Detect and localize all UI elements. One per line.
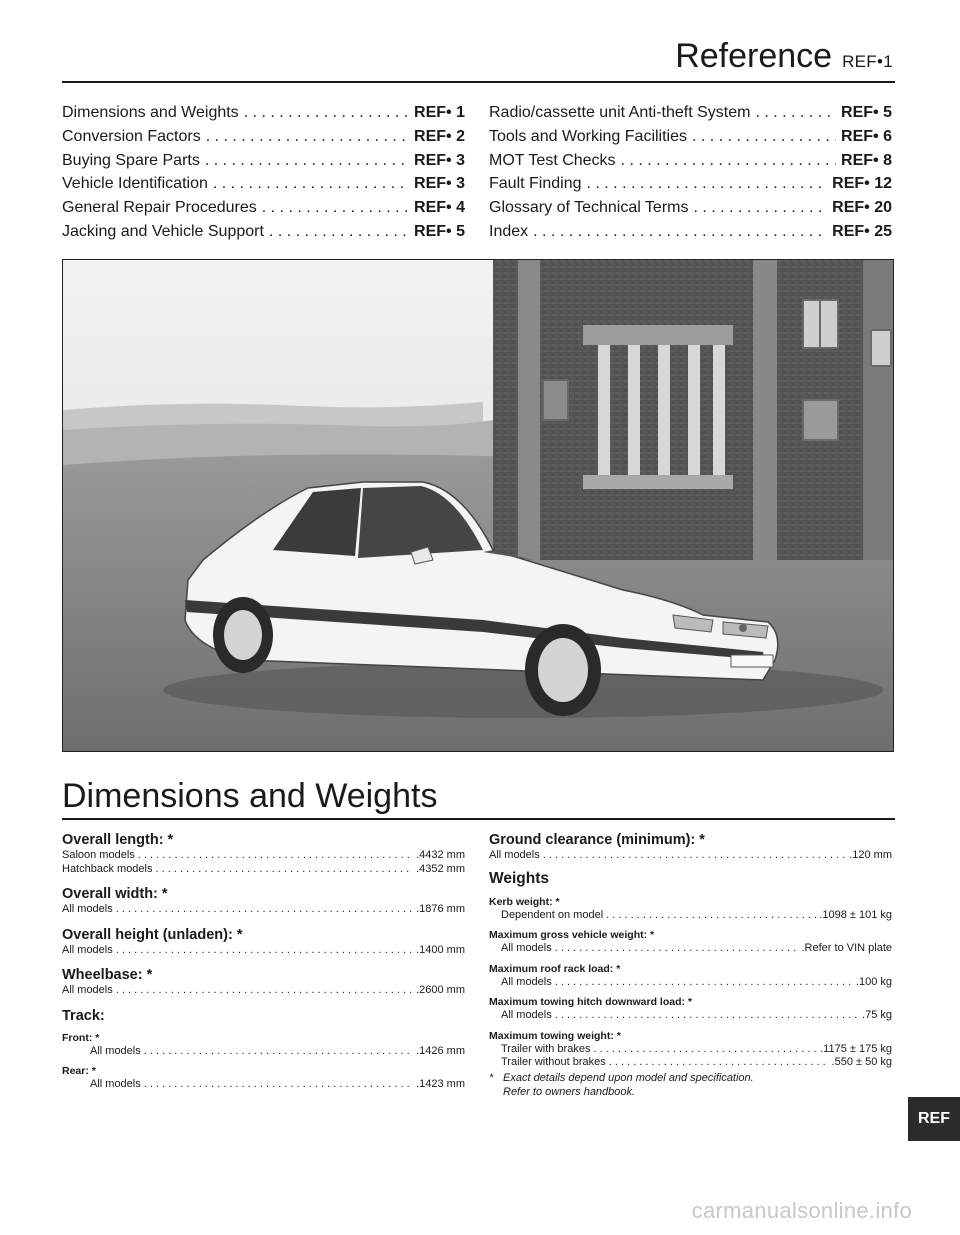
spec-subheading: Maximum gross vehicle weight: * bbox=[489, 929, 655, 941]
spec-value: .120 mm bbox=[849, 849, 892, 861]
ref-side-tab: REF bbox=[908, 1097, 960, 1141]
toc-entry-page: REF• 6 bbox=[841, 127, 892, 145]
footnote-marker: * bbox=[489, 1071, 494, 1084]
spec-leader bbox=[116, 944, 413, 958]
toc-leader bbox=[206, 128, 409, 146]
spec-label: All models bbox=[62, 984, 113, 996]
spec-label: Trailer without brakes bbox=[501, 1056, 606, 1068]
spec-row bbox=[489, 1056, 892, 1070]
spec-row bbox=[489, 942, 892, 956]
spec-value: .1098 ± 101 kg bbox=[819, 908, 892, 921]
spec-leader bbox=[116, 984, 413, 998]
header-title: Reference bbox=[675, 37, 833, 75]
spec-heading: Overall height (unladen): * bbox=[62, 926, 243, 943]
spec-label: All models bbox=[489, 849, 540, 861]
spec-heading: Overall width: * bbox=[62, 886, 168, 902]
spec-value: .4432 mm bbox=[416, 849, 465, 861]
spec-subheading: Maximum towing weight: * bbox=[489, 1029, 621, 1042]
specs-left-column bbox=[62, 831, 465, 1101]
toc-right-column bbox=[489, 104, 892, 247]
spec-row bbox=[62, 944, 465, 958]
spec-row bbox=[62, 863, 465, 877]
toc-entry-title: MOT Test Checks bbox=[489, 151, 616, 169]
toc-leader bbox=[205, 152, 409, 170]
toc-entry-title: Buying Spare Parts bbox=[62, 151, 200, 169]
spec-row bbox=[62, 849, 465, 863]
spec-label: Dependent on model bbox=[501, 908, 604, 921]
spec-value: .2600 mm bbox=[416, 984, 465, 996]
toc-leader bbox=[533, 223, 827, 241]
header-page-ref: REF•1 bbox=[842, 52, 893, 71]
section-title: Dimensions and Weights bbox=[62, 777, 438, 815]
spec-label: Trailer with brakes bbox=[501, 1042, 591, 1055]
spec-label: Hatchback models bbox=[62, 862, 153, 875]
watermark: carmanualsonline.info bbox=[691, 1198, 912, 1223]
toc-entry-page: REF• 3 bbox=[414, 151, 465, 169]
spec-leader bbox=[116, 903, 413, 917]
spec-row bbox=[489, 849, 892, 863]
footnote-line: Exact details depend upon model and specification. bbox=[503, 1071, 754, 1084]
toc-entry-title: Conversion Factors bbox=[62, 127, 201, 145]
spec-value: .Refer to VIN plate bbox=[801, 942, 892, 954]
toc-entry[interactable] bbox=[489, 199, 892, 223]
spec-leader bbox=[609, 1056, 829, 1070]
spec-value: .1426 mm bbox=[416, 1044, 465, 1057]
toc-entry-title: Glossary of Technical Terms bbox=[489, 199, 689, 217]
car-photo-illustration bbox=[63, 260, 894, 752]
spec-leader bbox=[555, 1009, 859, 1023]
toc-entry-title: Radio/cassette unit Anti-theft System bbox=[489, 104, 751, 121]
spec-subheading: Maximum towing hitch downward load: * bbox=[489, 996, 693, 1008]
toc-entry-page: REF• 3 bbox=[414, 175, 465, 193]
spec-leader bbox=[144, 1045, 413, 1059]
spec-label: All models bbox=[501, 1009, 552, 1021]
section-rule bbox=[62, 818, 895, 820]
toc-entry[interactable] bbox=[489, 152, 892, 176]
spec-subheading: Kerb weight: * bbox=[489, 895, 560, 908]
toc-entry-page: REF• 4 bbox=[414, 199, 465, 217]
toc-leader bbox=[755, 104, 836, 122]
footnote-line: Refer to owners handbook. bbox=[503, 1085, 636, 1098]
spec-subheading: Front: * bbox=[62, 1031, 100, 1044]
spec-value: .1423 mm bbox=[416, 1078, 465, 1090]
spec-row bbox=[489, 976, 892, 990]
toc-entry-title: Index bbox=[489, 222, 529, 240]
spec-value: .100 kg bbox=[855, 975, 892, 988]
toc-entry[interactable] bbox=[62, 175, 465, 199]
toc-entry[interactable] bbox=[62, 104, 465, 128]
spec-ground-clearance bbox=[489, 831, 892, 863]
spec-leader bbox=[543, 849, 846, 863]
toc-entry-title: Fault Finding bbox=[489, 175, 582, 193]
spec-value: .4352 mm bbox=[416, 862, 465, 875]
toc-entry[interactable] bbox=[62, 199, 465, 223]
toc-entry[interactable] bbox=[489, 128, 892, 152]
spec-value: .550 ± 50 kg bbox=[831, 1056, 892, 1068]
toc-entry-title: Dimensions and Weights bbox=[62, 104, 239, 121]
specs-right-column bbox=[489, 831, 892, 1099]
toc-entry-title: Vehicle Identification bbox=[62, 175, 208, 193]
spec-leader bbox=[555, 942, 799, 956]
spec-track bbox=[62, 1007, 465, 1092]
spec-row bbox=[489, 909, 892, 923]
toc-entry[interactable] bbox=[489, 104, 892, 128]
toc-entry[interactable] bbox=[62, 152, 465, 176]
toc-entry-title: Tools and Working Facilities bbox=[489, 127, 688, 145]
toc-entry-page: REF• 1 bbox=[414, 104, 465, 121]
toc-leader bbox=[262, 199, 409, 217]
footnote-text bbox=[503, 1071, 754, 1099]
toc-entry-page: REF• 5 bbox=[414, 222, 465, 240]
toc-entry-page: REF• 12 bbox=[832, 175, 892, 193]
toc-entry[interactable] bbox=[62, 128, 465, 152]
toc-leader bbox=[587, 175, 828, 193]
toc-entry-page: REF• 2 bbox=[414, 127, 465, 145]
spec-value: .1400 mm bbox=[416, 943, 465, 956]
spec-heading: Track: bbox=[62, 1007, 105, 1024]
spec-label: All models bbox=[90, 1078, 141, 1090]
spec-row bbox=[62, 1045, 465, 1059]
spec-label: All models bbox=[501, 942, 552, 954]
spec-label: All models bbox=[62, 903, 113, 915]
toc-entry-title: Jacking and Vehicle Support bbox=[62, 222, 264, 240]
toc-leader bbox=[692, 128, 836, 146]
toc-leader bbox=[213, 175, 409, 193]
toc-leader bbox=[244, 104, 409, 122]
spec-subheading: Rear: * bbox=[62, 1065, 96, 1077]
spec-label: Saloon models bbox=[62, 849, 135, 861]
spec-row bbox=[62, 984, 465, 998]
spec-row bbox=[489, 1009, 892, 1023]
spec-heading: Wheelbase: * bbox=[62, 967, 153, 983]
car-photo bbox=[62, 259, 894, 752]
spec-overall-height bbox=[62, 926, 465, 958]
spec-overall-width bbox=[62, 885, 465, 917]
spec-value: .1175 ± 175 kg bbox=[820, 1042, 892, 1055]
spec-value: .1876 mm bbox=[416, 903, 465, 915]
spec-wheelbase bbox=[62, 966, 465, 998]
spec-label: All models bbox=[90, 1044, 141, 1057]
spec-leader bbox=[156, 863, 414, 877]
spec-heading: Ground clearance (minimum): * bbox=[489, 832, 705, 848]
spec-leader bbox=[593, 1043, 817, 1057]
toc-entry-page: REF• 5 bbox=[841, 104, 892, 121]
toc-leader bbox=[693, 199, 827, 217]
header-rule bbox=[62, 81, 895, 83]
spec-label: All models bbox=[62, 943, 113, 956]
weights-heading: Weights bbox=[489, 869, 549, 887]
toc-entry-title: General Repair Procedures bbox=[62, 199, 257, 217]
spec-leader bbox=[144, 1078, 413, 1092]
toc-entry[interactable] bbox=[62, 223, 465, 247]
spec-label: All models bbox=[501, 975, 552, 988]
spec-overall-length bbox=[62, 831, 465, 876]
spec-leader bbox=[555, 976, 853, 990]
spec-leader bbox=[138, 849, 413, 863]
toc-left-column bbox=[62, 104, 465, 247]
spec-leader bbox=[606, 909, 816, 923]
spec-heading: Overall length: * bbox=[62, 832, 174, 848]
toc-entry-page: REF• 25 bbox=[832, 222, 892, 240]
spec-row bbox=[62, 903, 465, 917]
toc-entry-page: REF• 20 bbox=[832, 199, 892, 217]
page-header bbox=[0, 36, 893, 82]
spec-subheading: Maximum roof rack load: * bbox=[489, 962, 621, 975]
toc-leader bbox=[621, 152, 836, 170]
toc-entry[interactable] bbox=[489, 175, 892, 199]
toc-leader bbox=[269, 223, 409, 241]
toc-entry[interactable] bbox=[489, 223, 892, 247]
spec-row bbox=[489, 1043, 892, 1057]
spec-row bbox=[62, 1078, 465, 1092]
footnote bbox=[489, 1071, 892, 1099]
spec-value: .75 kg bbox=[862, 1009, 892, 1021]
toc-entry-page: REF• 8 bbox=[841, 151, 892, 169]
